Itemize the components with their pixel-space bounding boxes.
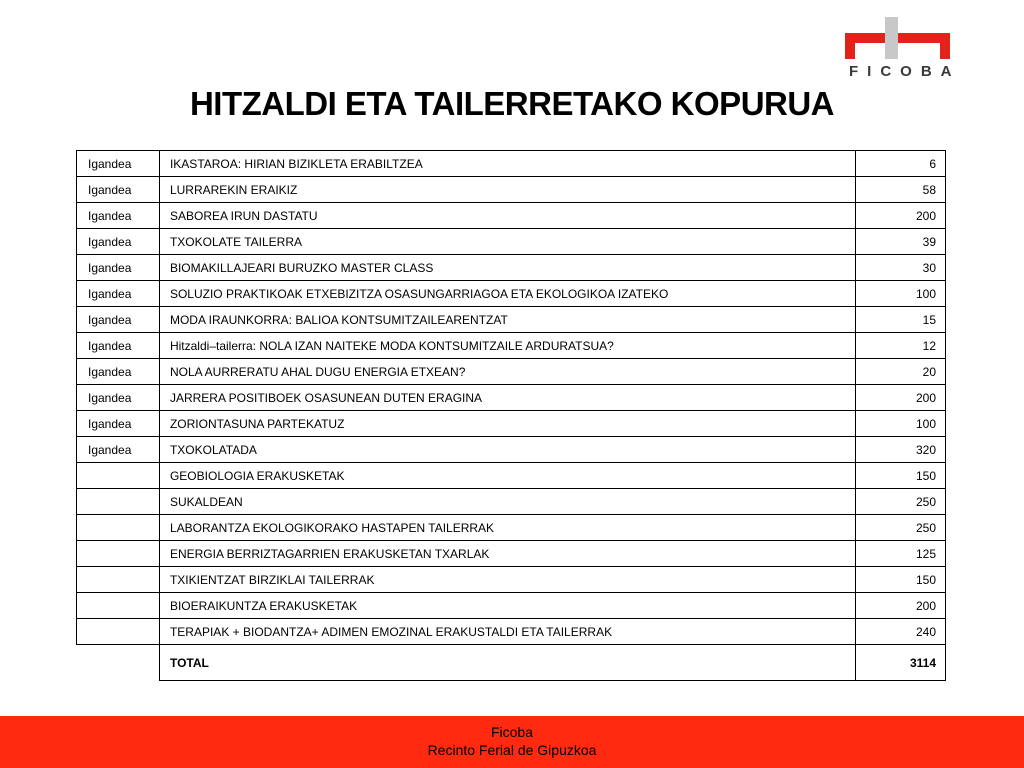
row-day: Igandea <box>77 281 160 307</box>
row-name: TXOKOLATADA <box>159 437 855 463</box>
table-row <box>77 229 946 255</box>
row-count: 15 <box>856 307 946 333</box>
table-row <box>77 567 946 593</box>
total-empty-cell <box>77 645 160 681</box>
row-name: BIOMAKILLAJEARI BURUZKO MASTER CLASS <box>159 255 855 281</box>
row-name: ENERGIA BERRIZTAGARRIEN ERAKUSKETAN TXARLAK <box>159 541 855 567</box>
row-day: Igandea <box>77 307 160 333</box>
row-count: 100 <box>856 411 946 437</box>
row-name: NOLA AURRERATU AHAL DUGU ENERGIA ETXEAN? <box>159 359 855 385</box>
row-count: 250 <box>856 489 946 515</box>
table-row <box>77 437 946 463</box>
row-name: JARRERA POSITIBOEK OSASUNEAN DUTEN ERAGINA <box>159 385 855 411</box>
table-row <box>77 281 946 307</box>
row-name: SOLUZIO PRAKTIKOAK ETXEBIZITZA OSASUNGARRIAGOA ETA EKOLOGIKOA IZATEKO <box>159 281 855 307</box>
row-day: Igandea <box>77 385 160 411</box>
row-day: Igandea <box>77 333 160 359</box>
row-count: 6 <box>856 151 946 177</box>
row-name: LABORANTZA EKOLOGIKORAKO HASTAPEN TAILERRAK <box>159 515 855 541</box>
page-title: HITZALDI ETA TAILERRETAKO KOPURUA <box>189 85 835 122</box>
row-count: 125 <box>856 541 946 567</box>
logo-text: FICOBA <box>849 63 961 80</box>
row-count: 30 <box>856 255 946 281</box>
row-count: 200 <box>856 203 946 229</box>
total-label: TOTAL <box>159 645 855 681</box>
table-row <box>77 385 946 411</box>
row-count: 20 <box>856 359 946 385</box>
row-count: 12 <box>856 333 946 359</box>
row-count: 100 <box>856 281 946 307</box>
table-row <box>77 177 946 203</box>
table-row <box>77 151 946 177</box>
row-name: MODA IRAUNKORRA: BALIOA KONTSUMITZAILEARENTZAT <box>159 307 855 333</box>
row-day: Igandea <box>77 359 160 385</box>
row-day <box>77 593 160 619</box>
row-day <box>77 541 160 567</box>
row-name: TXOKOLATE TAILERRA <box>159 229 855 255</box>
row-day <box>77 619 160 645</box>
row-day: Igandea <box>77 177 160 203</box>
table-row <box>77 333 946 359</box>
table-row <box>77 359 946 385</box>
total-value: 3114 <box>856 645 946 681</box>
table-row <box>77 307 946 333</box>
table-row <box>77 203 946 229</box>
row-count: 39 <box>856 229 946 255</box>
row-name: GEOBIOLOGIA ERAKUSKETAK <box>159 463 855 489</box>
row-day: Igandea <box>77 203 160 229</box>
ficoba-logo-mark <box>840 14 952 64</box>
row-count: 320 <box>856 437 946 463</box>
row-count: 240 <box>856 619 946 645</box>
row-day <box>77 515 160 541</box>
table-body <box>77 151 946 681</box>
row-day <box>77 489 160 515</box>
table-row <box>77 411 946 437</box>
row-day: Igandea <box>77 151 160 177</box>
table-row <box>77 541 946 567</box>
footer-line-1: Ficoba <box>490 724 534 740</box>
row-day: Igandea <box>77 411 160 437</box>
row-count: 58 <box>856 177 946 203</box>
total-row <box>77 645 946 681</box>
footer <box>0 716 1024 768</box>
table-row <box>77 619 946 645</box>
row-count: 250 <box>856 515 946 541</box>
row-count: 200 <box>856 593 946 619</box>
row-count: 150 <box>856 567 946 593</box>
row-name: SUKALDEAN <box>159 489 855 515</box>
row-day: Igandea <box>77 255 160 281</box>
table-row <box>77 255 946 281</box>
row-name: TXIKIENTZAT BIRZIKLAI TAILERRAK <box>159 567 855 593</box>
row-name: BIOERAIKUNTZA ERAKUSKETAK <box>159 593 855 619</box>
row-name: Hitzaldi–tailerra: NOLA IZAN NAITEKE MODA KONTSUMITZAILE ARDURATSUA? <box>159 333 855 359</box>
row-count: 200 <box>856 385 946 411</box>
footer-line-2: Recinto Ferial de Gipuzkoa <box>427 742 597 758</box>
row-name: TERAPIAK + BIODANTZA+ ADIMEN EMOZINAL ERAKUSTALDI ETA TAILERRAK <box>159 619 855 645</box>
table-row <box>77 593 946 619</box>
row-name: LURRAREKIN ERAIKIZ <box>159 177 855 203</box>
ficoba-logo <box>840 14 961 80</box>
row-name: ZORIONTASUNA PARTEKATUZ <box>159 411 855 437</box>
row-day: Igandea <box>77 437 160 463</box>
row-name: IKASTAROA: HIRIAN BIZIKLETA ERABILTZEA <box>159 151 855 177</box>
row-count: 150 <box>856 463 946 489</box>
row-name: SABOREA IRUN DASTATU <box>159 203 855 229</box>
workshops-table <box>76 150 946 681</box>
table-row <box>77 489 946 515</box>
row-day <box>77 567 160 593</box>
table-row <box>77 463 946 489</box>
row-day: Igandea <box>77 229 160 255</box>
table-row <box>77 515 946 541</box>
row-day <box>77 463 160 489</box>
